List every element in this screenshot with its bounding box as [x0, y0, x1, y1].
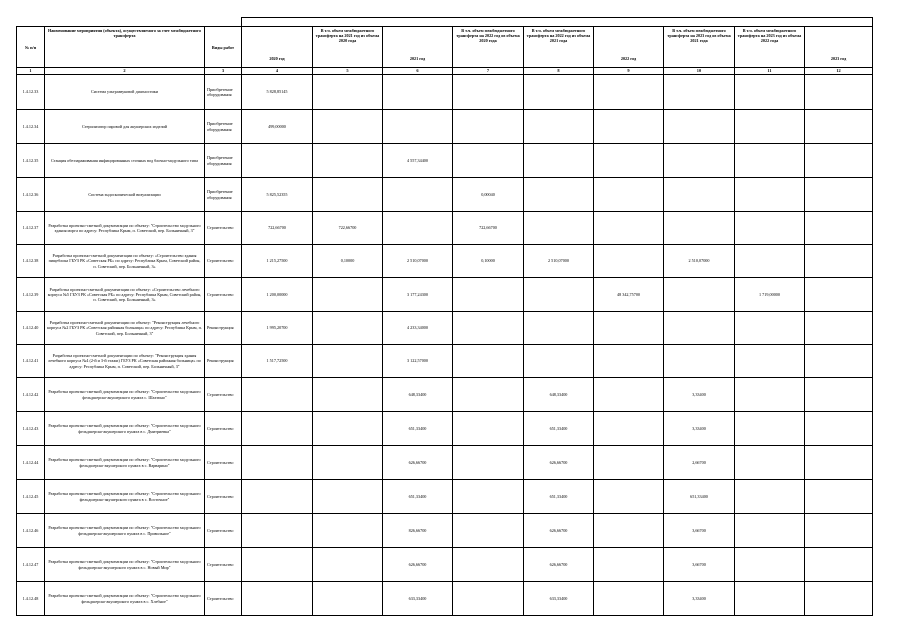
amount-2023 [805, 278, 873, 312]
amount-2021: 633,33400 [383, 582, 453, 616]
row-name: Разработка проектно-сметной документации по объекту: "Строительство модульного фельдшерско-акушерского пункта в с. Восточное" [45, 480, 205, 514]
amount-2022: 48 342,75700 [594, 278, 664, 312]
amount-2022 [594, 412, 664, 446]
amount-2023 [805, 110, 873, 144]
table-row [17, 548, 873, 582]
amount-incl-2022-from-2020 [453, 582, 524, 616]
row-name: Разработка проектно-сметной документации по объекту: "Реконструкция здания лечебного корпуса №4 (2-й и 3-й этажи) ГБУЗ РК «Советская районная больница» по адресу: Республика Крым, п. Советский, пер. Больничный, 3" [45, 345, 205, 378]
amount-2020: 722,66700 [242, 212, 313, 245]
table-row [17, 582, 873, 616]
amount-incl-2021-from-2020: 0,10000 [313, 245, 383, 278]
amount-incl-2022-from-2021: 626,66700 [524, 514, 594, 548]
amount-incl-2023-from-2021 [664, 345, 735, 378]
budget-transfer-table [16, 17, 873, 616]
amount-incl-2022-from-2021 [524, 312, 594, 345]
amount-2023 [805, 446, 873, 480]
amount-2022 [594, 312, 664, 345]
amount-incl-2021-from-2020 [313, 110, 383, 144]
header-2021: 2021 год [383, 27, 453, 68]
amount-2020: 1 517,72500 [242, 345, 313, 378]
header-spacer-row [17, 18, 873, 27]
amount-2020: 1 215,27500 [242, 245, 313, 278]
row-name: Разработка проектно-сметной документации по объекту: «Строительство лечебного корпуса №5 ГБУЗ РК «Советская РБ» по адресу: Республика Крым, Советский район, п. Советский, пер. Больничный, 3» [45, 278, 205, 312]
amount-2022 [594, 178, 664, 212]
row-code: 1.4.12.44 [17, 446, 45, 480]
row-kind: Реконструкция [205, 345, 242, 378]
amount-2022 [594, 75, 664, 110]
amount-incl-2023-from-2022 [735, 312, 805, 345]
column-number-row [17, 68, 873, 75]
amount-incl-2022-from-2020 [453, 144, 524, 178]
amount-2021: 3 122,57000 [383, 345, 453, 378]
amount-2021: 626,66700 [383, 548, 453, 582]
amount-incl-2021-from-2020 [313, 75, 383, 110]
amount-2022 [594, 110, 664, 144]
row-code: 1.4.12.37 [17, 212, 45, 245]
amount-incl-2022-from-2021 [524, 278, 594, 312]
amount-incl-2022-from-2021: 626,66700 [524, 446, 594, 480]
amount-incl-2023-from-2021 [664, 144, 735, 178]
amount-2023 [805, 312, 873, 345]
amount-2021: 651,33400 [383, 412, 453, 446]
amount-incl-2021-from-2020 [313, 345, 383, 378]
row-name: Станция обеззараживания инфицированных сточных вод блочно-модульного типа [45, 144, 205, 178]
amount-incl-2022-from-2020 [453, 514, 524, 548]
amount-2020 [242, 548, 313, 582]
header-incl-2023-from-2021: В т.ч. объем межбюджетного трансферта на 2023 год из объема 2021 года [664, 27, 735, 68]
amount-incl-2022-from-2021 [524, 345, 594, 378]
column-number: 5 [313, 68, 383, 75]
amount-2021: 4 233,34000 [383, 312, 453, 345]
amount-incl-2023-from-2022 [735, 548, 805, 582]
amount-incl-2022-from-2020 [453, 446, 524, 480]
amount-2021 [383, 178, 453, 212]
amount-2020: 1 995,20700 [242, 312, 313, 345]
row-code: 1.4.12.33 [17, 75, 45, 110]
row-name: Разработка проектно-сметной документации по объекту: "Строительство модульного здания морга по адресу: Республика Крым, п. Советский, пер. Больничный, 3" [45, 212, 205, 245]
amount-2022 [594, 144, 664, 178]
header-incl-2021-from-2020: В т.ч. объем межбюджетного трансферта на 2021 год из объема 2020 года [313, 27, 383, 68]
row-code: 1.4.12.35 [17, 144, 45, 178]
table-row [17, 378, 873, 412]
amount-incl-2023-from-2022 [735, 446, 805, 480]
column-number: 12 [805, 68, 873, 75]
amount-2023 [805, 412, 873, 446]
amount-incl-2021-from-2020 [313, 144, 383, 178]
document-page [16, 17, 852, 616]
amount-incl-2023-from-2021: 3,66700 [664, 514, 735, 548]
amount-incl-2023-from-2022 [735, 178, 805, 212]
table-row [17, 178, 873, 212]
amount-incl-2023-from-2022 [735, 245, 805, 278]
amount-2022 [594, 378, 664, 412]
table-row [17, 345, 873, 378]
table-row [17, 75, 873, 110]
amount-incl-2022-from-2020 [453, 480, 524, 514]
amount-2020 [242, 378, 313, 412]
table-row [17, 212, 873, 245]
amount-2023 [805, 75, 873, 110]
header-incl-2023-from-2022: В т.ч. объем межбюджетного трансферта на 2023 год из объема 2022 года [735, 27, 805, 68]
amount-2023 [805, 548, 873, 582]
amount-2021: 626,66700 [383, 446, 453, 480]
amount-incl-2022-from-2021 [524, 144, 594, 178]
amount-incl-2022-from-2021: 626,66700 [524, 548, 594, 582]
amount-2022 [594, 582, 664, 616]
amount-2020 [242, 144, 313, 178]
row-code: 1.4.12.45 [17, 480, 45, 514]
amount-incl-2023-from-2022: 1 719,00000 [735, 278, 805, 312]
amount-2020: 1 200,00000 [242, 278, 313, 312]
amount-incl-2023-from-2022 [735, 345, 805, 378]
amount-incl-2022-from-2021: 651,33400 [524, 480, 594, 514]
table-row [17, 144, 873, 178]
amount-2020: 5 825,52355 [242, 178, 313, 212]
column-number: 6 [383, 68, 453, 75]
amount-2022 [594, 548, 664, 582]
header-incl-2022-from-2021: В т.ч. объем межбюджетного трансферта на 2022 год из объема 2021 года [524, 27, 594, 68]
amount-incl-2023-from-2022 [735, 75, 805, 110]
amount-incl-2021-from-2020 [313, 514, 383, 548]
row-name: Разработка проектно-сметной документации по объекту: «Строительство здания пищеблока ГБУЗ РК «Советская РБ» по адресу: Республика Крым, Советский район, п. Советский, пер. Больничный, 3» [45, 245, 205, 278]
header-no: № п/п [17, 27, 45, 68]
row-name: Разработка проектно-сметной документации по объекту: "Строительство модульного фельдшерско-акушерского пункта в с. Новый Мир" [45, 548, 205, 582]
amount-2020 [242, 480, 313, 514]
row-code: 1.4.12.36 [17, 178, 45, 212]
amount-2021: 648,33400 [383, 378, 453, 412]
row-code: 1.4.12.39 [17, 278, 45, 312]
amount-incl-2023-from-2022 [735, 582, 805, 616]
amount-incl-2023-from-2021 [664, 75, 735, 110]
header-incl-2022-from-2020: В т.ч. объем межбюджетного трансферта на 2022 год из объема 2020 года [453, 27, 524, 68]
row-kind: Строительство [205, 548, 242, 582]
row-kind: Строительство [205, 212, 242, 245]
amount-incl-2022-from-2021 [524, 110, 594, 144]
amount-incl-2021-from-2020 [313, 480, 383, 514]
amount-incl-2023-from-2022 [735, 412, 805, 446]
row-code: 1.4.12.42 [17, 378, 45, 412]
row-code: 1.4.12.34 [17, 110, 45, 144]
amount-2023 [805, 378, 873, 412]
column-number: 3 [205, 68, 242, 75]
row-kind: Строительство [205, 480, 242, 514]
amount-incl-2023-from-2021 [664, 278, 735, 312]
column-number: 8 [524, 68, 594, 75]
row-name: Разработка проектно-сметной документации по объекту: "Строительство модульного фельдшерско-акушерского пункта в с. Дмитриевка" [45, 412, 205, 446]
amount-incl-2022-from-2021: 648,33400 [524, 378, 594, 412]
column-number: 10 [664, 68, 735, 75]
row-kind: Строительство [205, 514, 242, 548]
amount-2021: 826,66700 [383, 514, 453, 548]
row-name: Разработка проектно-сметной документации по объекту: "Строительство модульного фельдшерско-акушерского пункта в с. Хлебное" [45, 582, 205, 616]
amount-2021 [383, 110, 453, 144]
row-code: 1.4.12.43 [17, 412, 45, 446]
amount-incl-2023-from-2022 [735, 514, 805, 548]
amount-incl-2023-from-2022 [735, 378, 805, 412]
amount-incl-2022-from-2020 [453, 110, 524, 144]
amount-2021 [383, 212, 453, 245]
amount-2021: 2 510,07000 [383, 245, 453, 278]
header-2023: 2023 год [805, 27, 873, 68]
amount-incl-2022-from-2020 [453, 312, 524, 345]
amount-incl-2023-from-2021 [664, 110, 735, 144]
row-name: Разработка проектно-сметной документации по объекту: "Строительство модульного фельдшерско-акушерского пункта в с. Варварино" [45, 446, 205, 480]
amount-incl-2023-from-2021: 3,33400 [664, 582, 735, 616]
row-kind: Строительство [205, 378, 242, 412]
amount-incl-2023-from-2021 [664, 312, 735, 345]
row-code: 1.4.12.41 [17, 345, 45, 378]
column-number: 4 [242, 68, 313, 75]
row-kind: Строительство [205, 412, 242, 446]
row-kind: Строительство [205, 446, 242, 480]
amount-incl-2021-from-2020: 722,66700 [313, 212, 383, 245]
amount-2021 [383, 75, 453, 110]
row-name: Система эндоскопической визуализации [45, 178, 205, 212]
column-number: 11 [735, 68, 805, 75]
header-kind: Виды работ [205, 27, 242, 68]
row-name: Система ультразвуковой диагностики [45, 75, 205, 110]
amount-incl-2022-from-2020 [453, 278, 524, 312]
amount-2023 [805, 582, 873, 616]
table-row [17, 446, 873, 480]
amount-incl-2021-from-2020 [313, 412, 383, 446]
amount-incl-2022-from-2021: 2 510,07000 [524, 245, 594, 278]
amount-incl-2023-from-2022 [735, 110, 805, 144]
amount-incl-2023-from-2021: 3,33400 [664, 378, 735, 412]
row-name: Стерилизатор паровой для акушерских изделий [45, 110, 205, 144]
table-row [17, 312, 873, 345]
amount-incl-2023-from-2021: 651,33400 [664, 480, 735, 514]
header-name: Наименование мероприятия (объекта), осуществляемого за счет межбюджетного трансферта [45, 27, 205, 68]
amount-incl-2022-from-2020 [453, 75, 524, 110]
row-kind: Строительство [205, 582, 242, 616]
row-code: 1.4.12.47 [17, 548, 45, 582]
amount-incl-2022-from-2021: 633,33400 [524, 582, 594, 616]
row-kind: Приобретение оборудования [205, 110, 242, 144]
amount-incl-2022-from-2020: 0,00040 [453, 178, 524, 212]
amount-2023 [805, 144, 873, 178]
amount-incl-2021-from-2020 [313, 278, 383, 312]
table-row [17, 278, 873, 312]
amount-incl-2023-from-2021: 2,66700 [664, 446, 735, 480]
amount-incl-2021-from-2020 [313, 312, 383, 345]
amount-2022 [594, 446, 664, 480]
row-kind: Строительство [205, 278, 242, 312]
header-row [17, 27, 873, 68]
amount-incl-2023-from-2021: 3,33400 [664, 412, 735, 446]
amount-incl-2023-from-2021: 2 510,07000 [664, 245, 735, 278]
amount-2022 [594, 345, 664, 378]
header-2020: 2020 год [242, 27, 313, 68]
amount-incl-2022-from-2020 [453, 548, 524, 582]
row-name: Разработка проектно-сметной документации по объекту: "Реконструкция лечебного корпуса №2 ГБУЗ РК «Советская районная больница» по адресу: Республика Крым, п. Советский, пер. Больничный, 3" [45, 312, 205, 345]
amount-2021: 3 177,24300 [383, 278, 453, 312]
table-row [17, 480, 873, 514]
header-2022: 2022 год [594, 27, 664, 68]
row-code: 1.4.12.48 [17, 582, 45, 616]
amount-incl-2023-from-2022 [735, 480, 805, 514]
amount-incl-2023-from-2022 [735, 144, 805, 178]
amount-2023 [805, 514, 873, 548]
amount-2022 [594, 212, 664, 245]
amount-incl-2021-from-2020 [313, 378, 383, 412]
amount-2023 [805, 245, 873, 278]
amount-2020 [242, 446, 313, 480]
table-row [17, 514, 873, 548]
table-body [17, 75, 873, 616]
amount-incl-2021-from-2020 [313, 582, 383, 616]
amount-2020 [242, 582, 313, 616]
amount-2023 [805, 212, 873, 245]
amount-incl-2023-from-2022 [735, 212, 805, 245]
amount-incl-2022-from-2021 [524, 75, 594, 110]
amount-incl-2022-from-2020: 722,66700 [453, 212, 524, 245]
table-row [17, 412, 873, 446]
amount-incl-2022-from-2020 [453, 345, 524, 378]
column-number: 1 [17, 68, 45, 75]
row-kind: Строительство [205, 245, 242, 278]
amount-2020 [242, 514, 313, 548]
amount-incl-2022-from-2020 [453, 378, 524, 412]
row-kind: Реконструкция [205, 312, 242, 345]
amount-2023 [805, 345, 873, 378]
amount-incl-2022-from-2021 [524, 178, 594, 212]
amount-2023 [805, 480, 873, 514]
table-row [17, 110, 873, 144]
column-number: 9 [594, 68, 664, 75]
amount-2020: 499,00000 [242, 110, 313, 144]
amount-incl-2022-from-2021 [524, 212, 594, 245]
row-name: Разработка проектно-сметной документации по объекту: "Строительство модульного фельдшерско-акушерского пункта с. Шахтино" [45, 378, 205, 412]
amount-incl-2023-from-2021: 3,66700 [664, 548, 735, 582]
amount-2022 [594, 514, 664, 548]
amount-2022 [594, 480, 664, 514]
column-number: 7 [453, 68, 524, 75]
amount-incl-2023-from-2021 [664, 212, 735, 245]
row-code: 1.4.12.46 [17, 514, 45, 548]
amount-incl-2023-from-2021 [664, 178, 735, 212]
amount-incl-2021-from-2020 [313, 178, 383, 212]
row-kind: Приобретение оборудования [205, 178, 242, 212]
amount-incl-2021-from-2020 [313, 548, 383, 582]
column-number: 2 [45, 68, 205, 75]
row-name: Разработка проектно-сметной документации по объекту: "Строительство модульного фельдшерско-акушерского пункта в с. Привольное" [45, 514, 205, 548]
amount-2021: 4 557,34400 [383, 144, 453, 178]
amount-2020: 5 828,85145 [242, 75, 313, 110]
table-row [17, 245, 873, 278]
amount-incl-2022-from-2020 [453, 412, 524, 446]
amount-2022 [594, 245, 664, 278]
row-kind: Приобретение оборудования [205, 144, 242, 178]
row-code: 1.4.12.38 [17, 245, 45, 278]
amount-incl-2021-from-2020 [313, 446, 383, 480]
amount-2020 [242, 412, 313, 446]
amount-incl-2022-from-2021: 651,33400 [524, 412, 594, 446]
amount-2023 [805, 178, 873, 212]
amount-incl-2022-from-2020: 0,10000 [453, 245, 524, 278]
row-code: 1.4.12.40 [17, 312, 45, 345]
amount-2021: 651,33400 [383, 480, 453, 514]
row-kind: Приобретение оборудования [205, 75, 242, 110]
